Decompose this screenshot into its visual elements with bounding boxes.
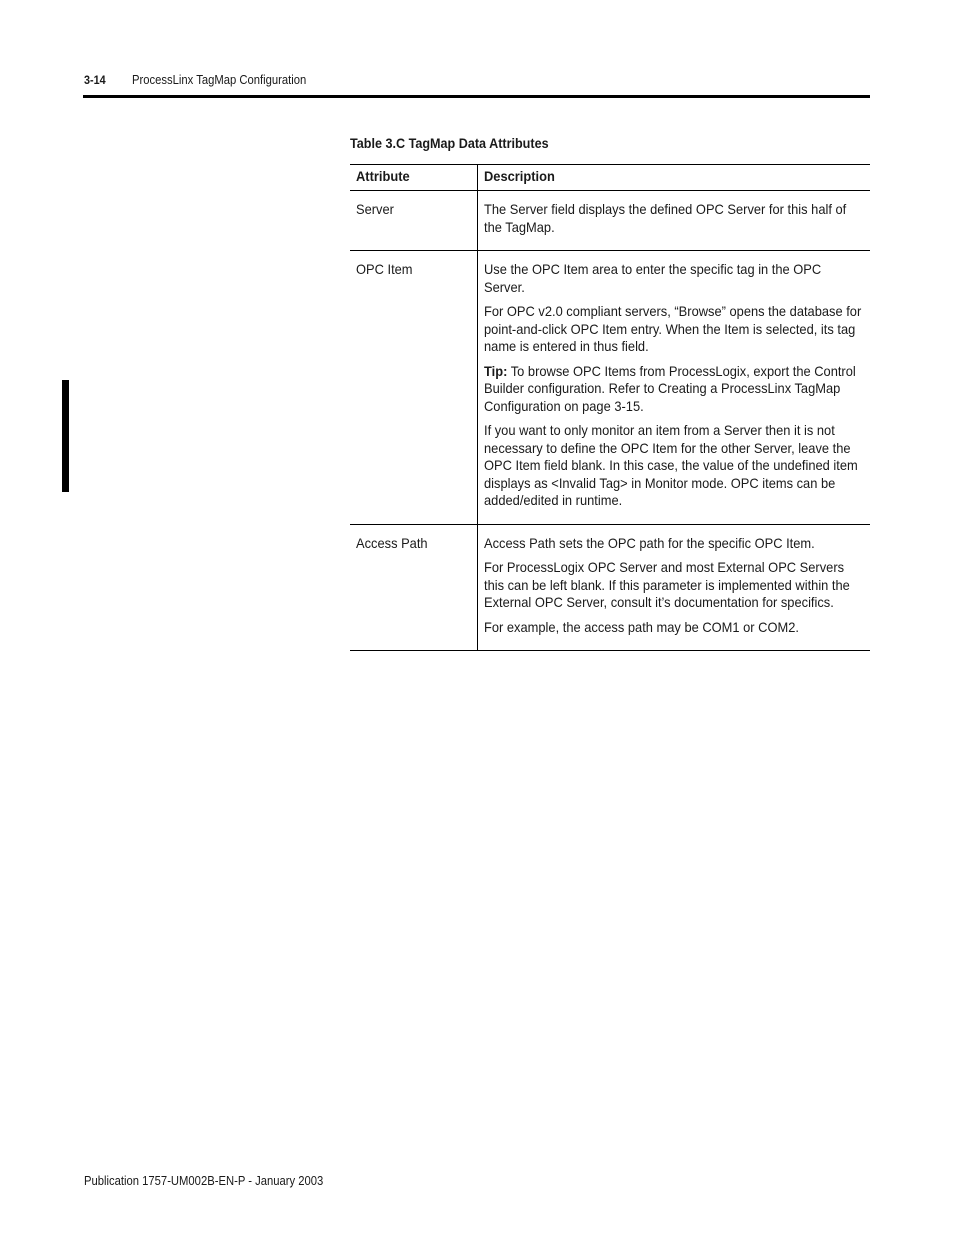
tip-paragraph (484, 363, 862, 416)
table-row-opc-item (350, 251, 870, 525)
attribute-cell: Server (350, 191, 477, 251)
description-paragraph: Use the OPC Item area to enter the specific tag in the OPC Server. (483, 261, 821, 295)
publication-footer: Publication 1757-UM002B-EN-P - January 2003 (84, 1174, 324, 1188)
description-cell (477, 524, 870, 651)
description-paragraph: If you want to only monitor an item from a Server then it is not necessary to define the OPC Item for the other Server, leave the OPC Item field blank. In this case, the value of the undefined item displays as <Invalid Tag> in Monitor mode. OPC items can be added/edited in runtime. (483, 422, 858, 508)
description-paragraph: For example, the access path may be COM1 or COM2. (483, 618, 799, 635)
description-paragraph: Access Path sets the OPC path for the specific OPC Item. (483, 534, 815, 551)
description-cell (477, 191, 870, 251)
tip-text: To browse OPC Items from ProcessLogix, export the Control Builder configuration. Refer to Creating a ProcessLinx TagMap Configuration on page 3-15. (483, 362, 856, 414)
header-rule (83, 95, 870, 98)
description-paragraph: The Server field displays the defined OPC Server for this half of the TagMap. (483, 201, 846, 235)
revision-change-bar (62, 380, 69, 492)
description-paragraph: For OPC v2.0 compliant servers, “Browse” opens the database for point-and-click OPC Item entry. When the Item is selected, its tag name is entered in thus field. (483, 303, 861, 354)
attribute-cell: Access Path (350, 524, 477, 651)
tagmap-attributes-table (350, 164, 870, 651)
attribute-cell: OPC Item (350, 251, 477, 525)
page-number: 3-14 (84, 73, 106, 87)
description-paragraph: For ProcessLogix OPC Server and most External OPC Servers this can be left blank. If this parameter is implemented within the External OPC Server, consult it’s documentation for specifics. (483, 559, 850, 610)
table-caption: Table 3.C TagMap Data Attributes (350, 135, 549, 151)
tip-label: Tip: (483, 362, 507, 379)
table-row-server (350, 191, 870, 251)
column-header-description: Description (477, 165, 870, 191)
table-header-row (350, 165, 870, 191)
table-row-access-path (350, 524, 870, 651)
description-cell (477, 251, 870, 525)
column-header-attribute: Attribute (350, 165, 477, 191)
section-title: ProcessLinx TagMap Configuration (132, 73, 307, 87)
